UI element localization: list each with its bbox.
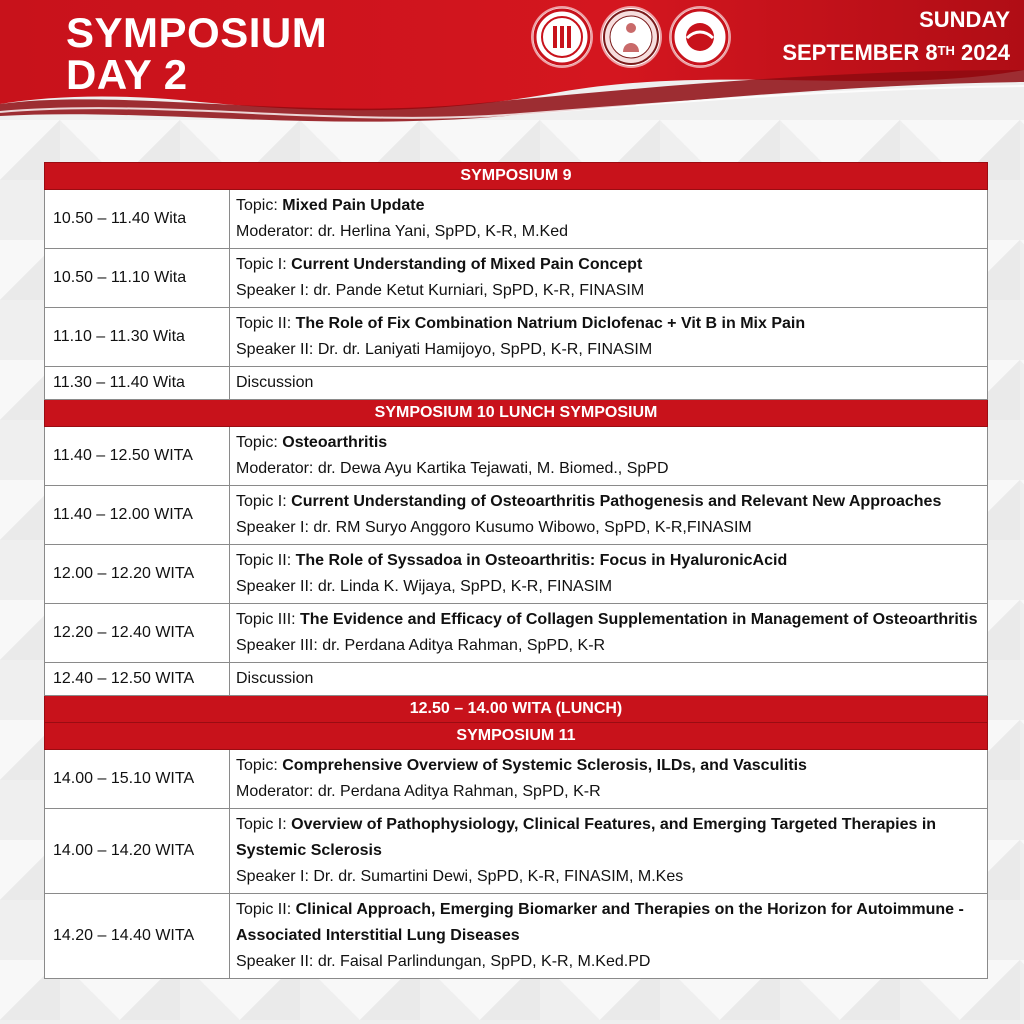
session-time: 12.20 – 12.40 WITA [45,604,230,663]
session-details [230,486,988,545]
session-line [236,897,981,949]
section-title: SYMPOSIUM 11 [45,723,988,750]
session-topic-title: Comprehensive Overview of Systemic Sclerosis, ILDs, and Vasculitis [282,757,807,774]
session-line [236,864,981,890]
session-topic-title: Current Understanding of Osteoarthritis Pathogenesis and Relevant New Approaches [291,493,942,510]
session-topic-title: Current Understanding of Mixed Pain Concept [291,256,643,273]
session-line [236,278,981,304]
section-header [45,400,988,427]
section-header [45,696,988,723]
session-details [230,190,988,249]
section-title: SYMPOSIUM 10 LUNCH SYMPOSIUM [45,400,988,427]
session-line-label: Discussion [236,670,314,687]
date-block [782,8,1010,66]
session-topic-title: The Role of Fix Combination Natrium Diclofenac + Vit B in Mix Pain [295,315,806,332]
session-line-label: Topic II: [236,552,296,569]
session-line-label: Topic III: [236,611,301,628]
session-details [230,809,988,894]
session-time: 10.50 – 11.40 Wita [45,190,230,249]
session-line-label: Topic I: [236,493,292,510]
session-line-label: Speaker III: dr. Perdana Aditya Rahman, SpPD, K-R [236,637,606,654]
session-topic-title: The Evidence and Efficacy of Collagen Supplementation in Management of Osteoarthritis [300,611,978,628]
session-line [236,607,981,633]
session-line [236,548,981,574]
session-line-label: Topic II: [236,901,296,918]
event-title [66,9,328,98]
session-details [230,604,988,663]
session-time: 10.50 – 11.10 Wita [45,249,230,308]
schedule-table [44,162,988,979]
session-line [236,193,981,219]
session-line-label: Speaker I: Dr. dr. Sumartini Dewi, SpPD, K-R, FINASIM, M.Kes [236,868,684,885]
table-row [45,367,988,400]
table-row [45,308,988,367]
table-row [45,190,988,249]
session-time: 14.00 – 14.20 WITA [45,809,230,894]
session-topic-title: Mixed Pain Update [282,197,425,214]
event-date-month-day: SEPTEMBER 8 [782,40,938,65]
session-details [230,750,988,809]
session-line [236,949,981,975]
table-row [45,894,988,979]
session-time: 14.00 – 15.10 WITA [45,750,230,809]
table-row [45,486,988,545]
session-details [230,894,988,979]
session-line-label: Discussion [236,374,314,391]
table-row [45,750,988,809]
session-line [236,489,981,515]
society-logo-2 [602,8,660,66]
event-title-line1: SYMPOSIUM [66,9,328,56]
session-details [230,545,988,604]
session-line-label: Speaker II: dr. Faisal Parlindungan, SpPD, K-R, M.Ked.PD [236,953,651,970]
section-title: 12.50 – 14.00 WITA (LUNCH) [45,696,988,723]
session-topic-title: Osteoarthritis [282,434,388,451]
table-row [45,545,988,604]
session-line [236,430,981,456]
event-date-year: 2024 [954,40,1010,65]
session-line [236,574,981,600]
session-time: 12.40 – 12.50 WITA [45,663,230,696]
session-line [236,370,981,396]
session-line-label: Topic: [236,197,283,214]
event-date [782,40,1010,66]
section-header [45,723,988,750]
session-topic-title: Clinical Approach, Emerging Biomarker and Therapies on the Horizon for Autoimmune - Associated Interstitial Lung Diseases [236,901,964,944]
header-banner [0,0,1024,130]
event-title-line2: DAY 2 [66,51,188,98]
schedule-body [45,163,988,979]
session-details [230,367,988,400]
session-line-label: Speaker I: dr. Pande Ketut Kurniari, SpPD, K-R, FINASIM [236,282,645,299]
session-line-label: Topic: [236,434,283,451]
session-line-label: Moderator: dr. Perdana Aditya Rahman, SpPD, K-R [236,783,601,800]
table-row [45,427,988,486]
session-topic-title: Overview of Pathophysiology, Clinical Features, and Emerging Targeted Therapies in Systemic Sclerosis [236,816,937,859]
event-date-ordinal: TH [937,43,955,58]
table-row [45,663,988,696]
session-line-label: Speaker II: Dr. dr. Laniyati Hamijoyo, SpPD, K-R, FINASIM [236,341,653,358]
session-line-label: Speaker II: dr. Linda K. Wijaya, SpPD, K-R, FINASIM [236,578,613,595]
section-header [45,163,988,190]
table-row [45,249,988,308]
session-line [236,515,981,541]
session-line [236,311,981,337]
session-time: 12.00 – 12.20 WITA [45,545,230,604]
session-line-label: Topic II: [236,315,296,332]
section-title: SYMPOSIUM 9 [45,163,988,190]
session-line [236,337,981,363]
session-line [236,456,981,482]
session-line [236,666,981,692]
session-line-label: Topic I: [236,256,292,273]
session-time: 14.20 – 14.40 WITA [45,894,230,979]
session-time: 11.40 – 12.50 WITA [45,427,230,486]
event-day: SUNDAY [919,7,1010,32]
session-details [230,663,988,696]
session-details [230,427,988,486]
table-row [45,604,988,663]
session-time: 11.30 – 11.40 Wita [45,367,230,400]
session-line-label: Topic: [236,757,283,774]
session-line-label: Speaker I: dr. RM Suryo Anggoro Kusumo Wibowo, SpPD, K-R,FINASIM [236,519,752,536]
session-line [236,753,981,779]
session-line-label: Moderator: dr. Dewa Ayu Kartika Tejawati, M. Biomed., SpPD [236,460,669,477]
session-details [230,249,988,308]
session-details [230,308,988,367]
session-time: 11.40 – 12.00 WITA [45,486,230,545]
session-line [236,633,981,659]
session-line [236,812,981,864]
rheumatology-indonesia-logo [671,8,729,66]
session-line [236,252,981,278]
session-line [236,779,981,805]
session-time: 11.10 – 11.30 Wita [45,308,230,367]
session-line [236,219,981,245]
table-row [45,809,988,894]
session-line-label: Topic I: [236,816,292,833]
session-line-label: Moderator: dr. Herlina Yani, SpPD, K-R, M.Ked [236,223,568,240]
session-topic-title: The Role of Syssadoa in Osteoarthritis: Focus in HyaluronicAcid [295,552,788,569]
society-logo-1 [533,8,591,66]
